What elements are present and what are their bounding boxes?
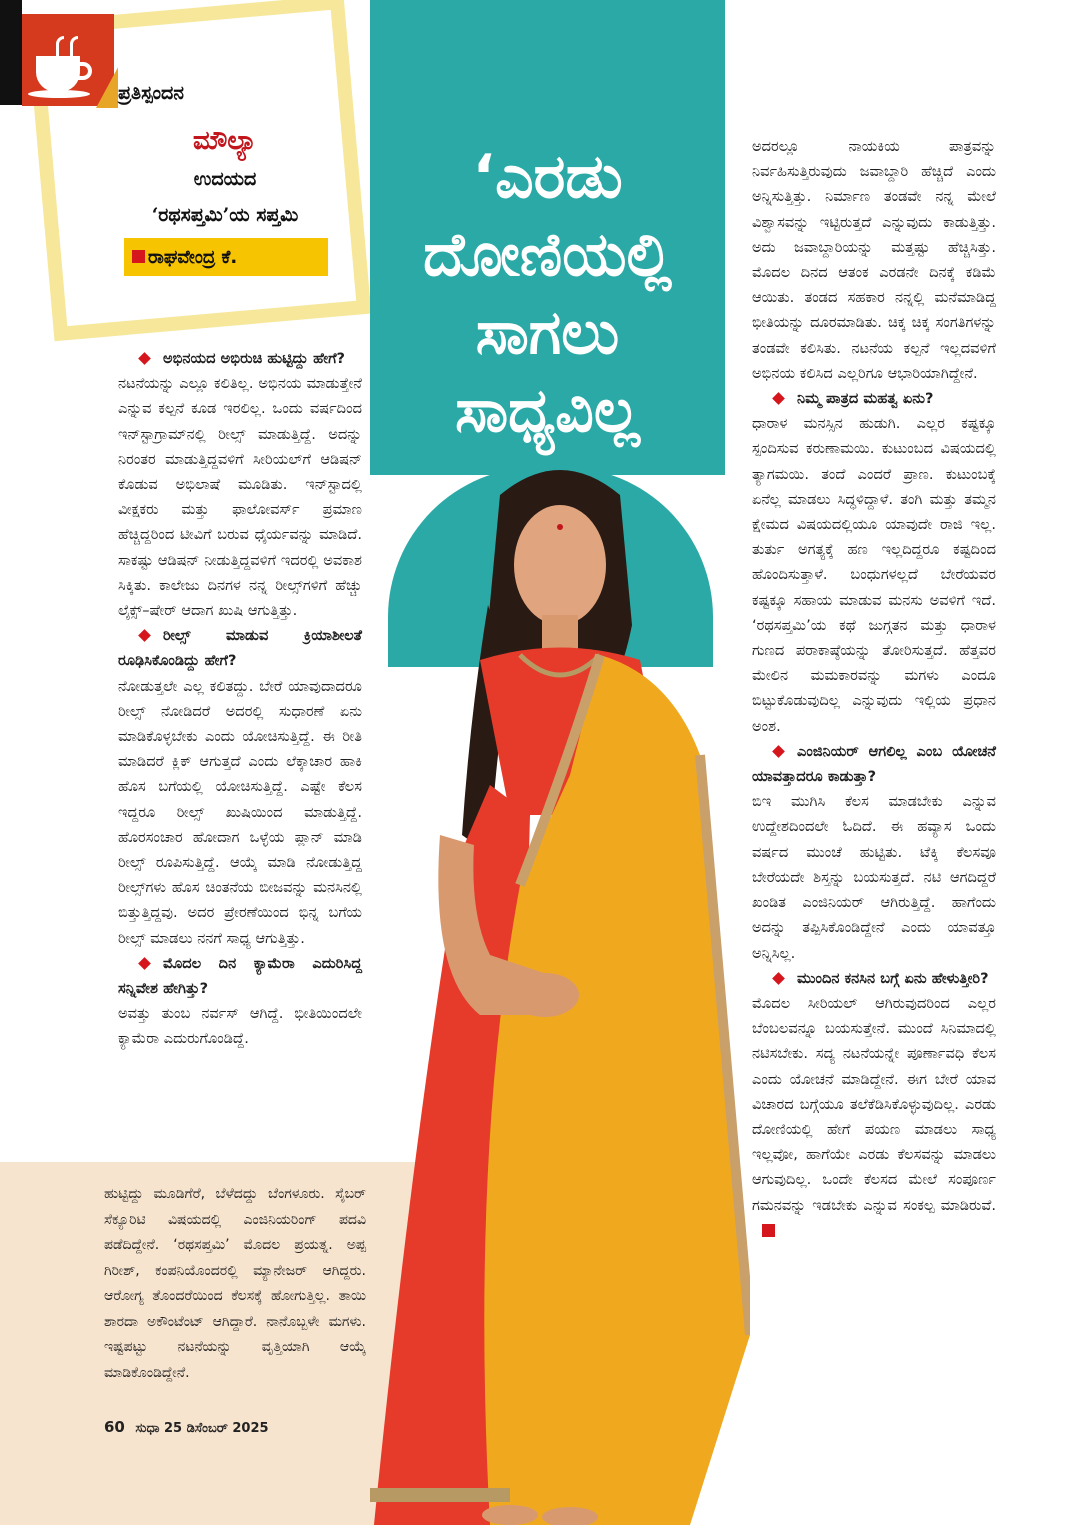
author-square-icon [132, 250, 145, 263]
magazine-date: ಸುಧಾ 25 ಡಿಸೆಂಬರ್ 2025 [135, 1421, 269, 1436]
diamond-bullet-icon [138, 352, 151, 365]
headline-line: ದೋಣಿಯಲ್ಲಿ [423, 220, 672, 290]
answer: ಅದರಲ್ಲೂ ನಾಯಕಿಯ ಪಾತ್ರವನ್ನು ನಿರ್ವಹಿಸುತ್ತಿರುವುದು ಜವಾಬ್ದಾರಿ ಹೆಚ್ಚಿದೆ ಎಂದು ಅನ್ನಿಸುತ್ತಿತ್ತು. ನಿರ್ಮಾಣ ತಂಡವೇ ನನ್ನ ಮೇಲೆ ವಿಶ್ವಾಸವನ್ನು ಇಟ್ಟಿರುತ್ತದೆ ಎನ್ನುವುದು ಕಾಡುತ್ತಿತ್ತು. ಅದು ಜವಾಬ್ದಾರಿಯನ್ನು ಮತ್ತಷ್ಟು ಹೆಚ್ಚಿಸಿತ್ತು. ಮೊದಲ ದಿನದ ಆತಂಕ ಎರಡನೇ ದಿನಕ್ಕೆ ಕಡಿಮೆ ಆಯಿತು. ತಂಡದ ಸಹಕಾರ ನನ್ನಲ್ಲಿ ಮನೆಮಾಡಿದ್ದ ಭೀತಿಯನ್ನು ದೂರಮಾಡಿತು. ಚಿಕ್ಕ ಚಿಕ್ಕ ಸಂಗತಿಗಳನ್ನು ತಂಡವೇ ಕಲಿಸಿತು. ನಟನೆಯ ಕಲ್ಪನೆ ಇಲ್ಲದವಳಿಗೆ ಅಭಿನಯ ಕಲಿಸಿದ ಎಲ್ಲರಿಗೂ ಆಭಾರಿಯಾಗಿದ್ದೇನೆ. [752, 138, 996, 382]
answer: ನಟನೆಯನ್ನು ಎಲ್ಲೂ ಕಲಿತಿಲ್ಲ. ಅಭಿನಯ ಮಾಡುತ್ತೇನೆ ಎನ್ನುವ ಕಲ್ಪನೆ ಕೂಡ ಇರಲಿಲ್ಲ. ಒಂದು ವರ್ಷದಿಂದ ಇನ್‌ಸ್ಟಾಗ್ರಾಮ್‌ನಲ್ಲಿ ರೀಲ್ಸ್ ಮಾಡುತ್ತಿದ್ದೆ. ಅದನ್ನು ನಿರಂತರ ಮಾಡುತ್ತಿದ್ದವಳಿಗೆ ಸೀರಿಯಲ್‌ಗೆ ಆಡಿಷನ್ ಕೊಡುವ ಅಭಿಲಾಷೆ ಮೂಡಿತು. ಇನ್‌ಸ್ಟಾದಲ್ಲಿ ವೀಕ್ಷಕರು ಮತ್ತು ಫಾಲೋವರ್ಸ್ ಪ್ರಮಾಣ ಹೆಚ್ಚಿದ್ದರಿಂದ ಟೀವಿಗೆ ಬರುವ ಧೈರ್ಯವನ್ನು ಮಾಡಿದೆ. ಸಾಕಷ್ಟು ಆಡಿಷನ್ ನೀಡುತ್ತಿದ್ದವಳಿಗೆ ಇದರಲ್ಲಿ ಅವಕಾಶ ಸಿಕ್ಕಿತು. ಕಾಲೇಜು ದಿನಗಳ ನನ್ನ ರೀಲ್ಸ್‌ಗಳಿಗೆ ಹೆಚ್ಚು ಲೈಕ್ಸ್–ಷೇರ್ ಆದಾಗ ಖುಷಿ ಆಗುತ್ತಿತ್ತು. [118, 375, 362, 620]
question-text: ಮುಂದಿನ ಕನಸಿನ ಬಗ್ಗೆ ಏನು ಹೇಳುತ್ತೀರಿ? [797, 969, 989, 987]
right-column [752, 134, 996, 1243]
question [118, 623, 362, 673]
saucer-icon [28, 90, 90, 98]
answer: ನೋಡುತ್ತಲೇ ಎಲ್ಲ ಕಲಿತದ್ದು. ಬೇರೆ ಯಾವುದಾದರೂ ರೀಲ್ಸ್ ನೋಡಿದರೆ ಅದರಲ್ಲಿ ಸುಧಾರಣೆ ಏನು ಮಾಡಿಕೊಳ್ಳಬೇಕು ಎಂದು ಯೋಚಿಸುತ್ತಿದ್ದೆ. ಈ ರೀತಿ ಮಾಡಿದರೆ ಕ್ಲಿಕ್ ಆಗುತ್ತದೆ ಎಂದು ಲೆಕ್ಕಾಚಾರ ಹಾಕಿ ಹೊಸ ಬಗೆಯಲ್ಲಿ ಯೋಚಿಸುತ್ತಿದ್ದೆ. ಎಷ್ಟೇ ಕೆಲಸ ಇದ್ದರೂ ರೀಲ್ಸ್ ಖುಷಿಯಿಂದ ಮಾಡುತ್ತಿದ್ದೆ. ಹೊರಸಂಚಾರ ಹೋದಾಗ ಒಳ್ಳೆಯ ಪ್ಲಾನ್ ಮಾಡಿ ರೀಲ್ಸ್ ರೂಪಿಸುತ್ತಿದ್ದೆ. ಆಯ್ಕೆ ಮಾಡಿ ನೋಡುತ್ತಿದ್ದ ರೀಲ್ಸ್‌ಗಳು ಹೊಸ ಚಿಂತನೆಯ ಬೀಜವನ್ನು ಮನಸಿನಲ್ಲಿ ಬಿತ್ತುತ್ತಿದ್ದವು. ಅದರ ಪ್ರೇರಣೆಯಿಂದ ಭಿನ್ನ ಬಗೆಯ ರೀಲ್ಸ್ ಮಾಡಲು ನನಗೆ ಸಾಧ್ಯ ಆಗುತ್ತಿತ್ತು. [118, 677, 362, 947]
question [752, 966, 996, 991]
question-text: ಅಭಿನಯದ ಅಭಿರುಚಿ ಹುಟ್ಟಿದ್ದು ಹೇಗೆ? [163, 350, 346, 367]
author-name: ರಾಘವೇಂದ್ರ ಕೆ. [148, 246, 238, 268]
answer [752, 991, 996, 1243]
diamond-bullet-icon [138, 629, 151, 642]
logo-black-strip [0, 0, 22, 105]
headline-line: ‘ಎರಡು [472, 142, 623, 212]
question-text: ಎಂಜಿನಿಯರ್ ಆಗಲಿಲ್ಲ ಎಂಬ ಯೋಚನೆ ಯಾವತ್ತಾದರೂ ಕಾಡುತ್ತಾ? [752, 742, 996, 786]
left-column [118, 346, 362, 1052]
cup-handle-icon [76, 62, 92, 80]
headline [370, 138, 725, 450]
diamond-bullet-icon [772, 392, 785, 405]
answer: ಧಾರಾಳ ಮನಸ್ಸಿನ ಹುಡುಗಿ. ಎಲ್ಲರ ಕಷ್ಟಕ್ಕೂ ಸ್ಪಂದಿಸುವ ಕರುಣಾಮಯಿ. ಕುಟುಂಬದ ವಿಷಯದಲ್ಲಿ ತ್ಯಾಗಮಯಿ. ತಂದೆ ಎಂದರೆ ಪ್ರಾಣ. ಕುಟುಂಬಕ್ಕೆ ಏನೆಲ್ಲ ಮಾಡಲು ಸಿದ್ಧಳಿದ್ದಾಳೆ. ತಂಗಿ ಮತ್ತು ತಮ್ಮನ ಕ್ಷೇಮದ ವಿಷಯದಲ್ಲಿಯೂ ಯಾವುದೇ ರಾಜಿ ಇಲ್ಲ. ತುರ್ತು ಅಗತ್ಯಕ್ಕೆ ಹಣ ಇಲ್ಲದಿದ್ದರೂ ಕಷ್ಟದಿಂದ ಹೊಂದಿಸುತ್ತಾಳೆ. ಬಂಧುಗಳಲ್ಲದೆ ಬೇರೆಯವರ ಕಷ್ಟಕ್ಕೂ ಸಹಾಯ ಮಾಡುವ ಮನಸು ಅವಳಿಗೆ ಇದೆ. ‘ರಥಸಪ್ತಮಿ’ಯ ಕಥೆ ಜುಗ್ಗತನ ಮತ್ತು ಧಾರಾಳ ಗುಣದ ಪರಾಕಾಷ್ಠೆಯನ್ನು ತೋರಿಸುತ್ತದೆ. ಹೆತ್ತವರ ಮೇಲಿನ ಮಮಕಾರವನ್ನು ಮಗಳು ಎಂದೂ ಬಿಟ್ಟುಕೊಡುವುದಿಲ್ಲ ಎನ್ನುವುದು ಇಲ್ಲಿಯ ಪ್ರಧಾನ ಅಂಶ. [752, 415, 996, 735]
end-mark-icon [762, 1224, 775, 1237]
author-byline [124, 238, 328, 276]
question-text: ನಿಮ್ಮ ಪಾತ್ರದ ಮಹತ್ವ ಏನು? [797, 390, 934, 408]
bio-text: ಹುಟ್ಟಿದ್ದು ಮೂಡಿಗೆರೆ, ಬೆಳೆದದ್ದು ಬೆಂಗಳೂರು. ಸೈಬರ್ ಸೆಕ್ಯೂರಿಟಿ ವಿಷಯದಲ್ಲಿ ಎಂಜಿನಿಯರಿಂಗ್ ಪದವಿ ಪಡೆದಿದ್ದೇನೆ. ‘ರಥಸಪ್ತಮಿ’ ಮೊದಲ ಪ್ರಯತ್ನ. ಅಪ್ಪ ಗಿರೀಶ್, ಕಂಪನಿಯೊಂದರಲ್ಲಿ ಮ್ಯಾನೇಜರ್ ಆಗಿದ್ದರು. ಆರೋಗ್ಯ ತೊಂದರೆಯಿಂದ ಕೆಲಸಕ್ಕೆ ಹೋಗುತ್ತಿಲ್ಲ. ತಾಯಿ ಶಾರದಾ ಅಕೌಂಟೆಂಟ್ ಆಗಿದ್ದಾರೆ. ನಾನೊಬ್ಬಳೇ ಮಗಳು. ಇಷ್ಟಪಟ್ಟು ನಟನೆಯನ್ನು ವೃತ್ತಿಯಾಗಿ ಆಯ್ಕೆ ಮಾಡಿಕೊಂಡಿದ್ದೇನೆ. [104, 1186, 366, 1381]
question [752, 386, 996, 411]
question [752, 739, 996, 789]
portrait-photo [370, 455, 750, 1525]
question-text: ರೀಲ್ಸ್ ಮಾಡುವ ಕ್ರಿಯಾಶೀಲತೆ ರೂಢಿಸಿಕೊಂಡಿದ್ದು ಹೇಗೆ? [118, 627, 362, 670]
profile-subtitle-2: ‘ರಥಸಪ್ತಮಿ’ಯ ಸಪ್ತಮಿ [151, 204, 299, 226]
profile-name: ಮೌಲ್ಯಾ [192, 126, 257, 156]
page-number: 60 [104, 1418, 125, 1436]
headline-line: ಸಾಧ್ಯವಿಲ್ಲ [455, 376, 640, 446]
page-footer [104, 1418, 269, 1436]
diamond-bullet-icon [772, 972, 785, 985]
profile-subtitle-1: ಉದಯದ [193, 168, 257, 190]
question [118, 346, 362, 371]
answer-text: ಮೊದಲ ಸೀರಿಯಲ್ ಆಗಿರುವುದರಿಂದ ಎಲ್ಲರ ಬೆಂಬಲವನ್ನೂ ಬಯಸುತ್ತೇನೆ. ಮುಂದೆ ಸಿನಿಮಾದಲ್ಲಿ ನಟಿಸಬೇಕು. ಸದ್ಯ ನಟನೆಯನ್ನೇ ಪೂರ್ಣಾವಧಿ ಕೆಲಸ ಎಂದು ಯೋಚನೆ ಮಾಡಿದ್ದೇನೆ. ಈಗ ಬೇರೆ ಯಾವ ವಿಚಾರದ ಬಗ್ಗೆಯೂ ತಲೆಕೆಡಿಸಿಕೊಳ್ಳುವುದಿಲ್ಲ. ಎರಡು ದೋಣಿಯಲ್ಲಿ ಹೇಗೆ ಪಯಣ ಮಾಡಲು ಸಾಧ್ಯ ಇಲ್ಲವೋ, ಹಾಗೆಯೇ ಎರಡು ಕೆಲಸವನ್ನು ಮಾಡಲು ಆಗುವುದಿಲ್ಲ. ಒಂದೇ ಕೆಲಸದ ಮೇಲೆ ಸಂಪೂರ್ಣ ಗಮನವನ್ನು ಇಡಬೇಕು ಎನ್ನುವ ಸಂಕಲ್ಪ ಮಾಡಿರುವೆ. [752, 994, 996, 1214]
coffee-logo [22, 14, 114, 106]
question [118, 951, 362, 1001]
answer: ಅವತ್ತು ತುಂಬ ನರ್ವಸ್ ಆಗಿದ್ದೆ. ಭೀತಿಯಿಂದಲೇ ಕ್ಯಾಮೆರಾ ಎದುರುಗೊಂಡಿದ್ದೆ. [118, 1005, 362, 1048]
diamond-bullet-icon [772, 745, 785, 758]
answer: ಬಿಇ ಮುಗಿಸಿ ಕೆಲಸ ಮಾಡಬೇಕು ಎನ್ನುವ ಉದ್ದೇಶದಿಂದಲೇ ಓದಿದೆ. ಈ ಹವ್ಯಾಸ ಒಂದು ವರ್ಷದ ಮುಂಚೆ ಹುಟ್ಟಿತು. ಟೆಕ್ಕಿ ಕೆಲಸವೂ ಬೇರೆಯದೇ ಶಿಸ್ತನ್ನು ಬಯಸುತ್ತದೆ. ನಟಿ ಆಗದಿದ್ದರೆ ಖಂಡಿತ ಎಂಜಿನಿಯರ್ ಆಗಿರುತ್ತಿದ್ದೆ. ಹಾಗೆಂದು ಅದನ್ನು ತಪ್ಪಿಸಿಕೊಂಡಿದ್ದೇನೆ ಎಂದು ಯಾವತ್ತೂ ಅನ್ನಿಸಿಲ್ಲ. [752, 793, 996, 962]
question-text: ಮೊದಲ ದಿನ ಕ್ಯಾಮೆರಾ ಎದುರಿಸಿದ್ದ ಸನ್ನಿವೇಶ ಹೇಗಿತ್ತು? [118, 954, 362, 998]
section-label: ಪ್ರತಿಸ್ಪಂದನ [118, 82, 184, 104]
diamond-bullet-icon [138, 957, 151, 970]
headline-line: ಸಾಗಲು [475, 298, 620, 368]
coffee-cup-icon [36, 56, 80, 92]
